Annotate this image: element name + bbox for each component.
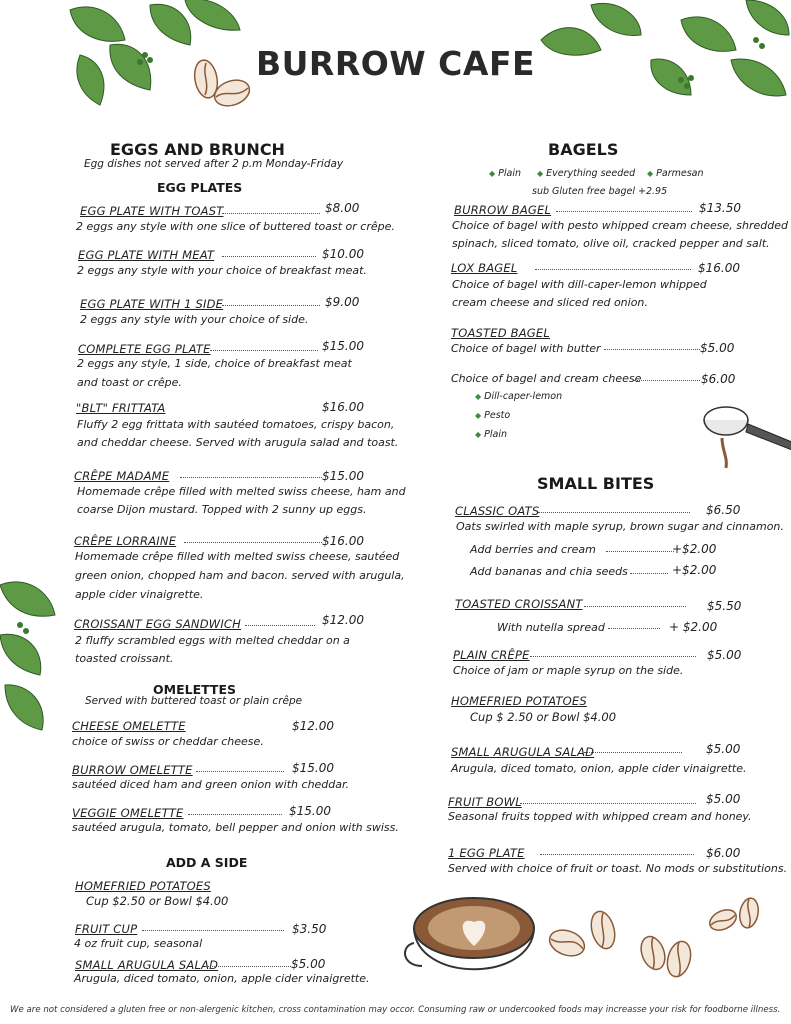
menu-item-price: $12.00 (292, 719, 334, 733)
menu-item-name: EGG PLATE WITH 1 SIDE (80, 297, 224, 311)
menu-item-price: $5.00 (707, 648, 742, 662)
menu-item-desc: Fluffy 2 egg frittata with sautéed tomatoes, crispy bacon, (77, 418, 395, 431)
menu-item-name: FRUIT BOWL (448, 795, 522, 809)
egg-plates-heading: EGG PLATES (157, 180, 243, 195)
menu-item-desc: sautéed arugula, tomato, bell pepper and onion with swiss. (72, 821, 399, 834)
menu-item-name: TOASTED CROISSANT (455, 597, 583, 611)
menu-item-price: $15.00 (322, 469, 364, 483)
menu-item-price: $15.00 (289, 804, 331, 818)
menu-item-name: SMALL ARUGULA SALAD (75, 958, 219, 972)
diamond-bullet-icon: ◆ (475, 392, 482, 401)
menu-item-price: $15.00 (322, 339, 364, 353)
footer-disclaimer: We are not considered a gluten free or non-alergenic kitchen, cross contamination may occor. Consuming raw or undercooked foods may increasse your risk for foodborne illness. (10, 1005, 781, 1015)
menu-item-desc: toasted croissant. (75, 652, 174, 665)
menu-item-price: $8.00 (325, 201, 360, 215)
menu-item-desc: Choice of jam or maple syrup on the side. (453, 664, 684, 677)
menu-item-name: BURROW BAGEL (454, 203, 552, 217)
menu-item-name: FRUIT CUP (75, 922, 138, 936)
bites-heading: SMALL BITES (537, 474, 655, 493)
menu-item-price: $16.00 (698, 261, 740, 275)
coffee-bean-icon (633, 925, 703, 995)
menu-item-price: $9.00 (325, 295, 360, 309)
menu-item-name: COMPLETE EGG PLATE (78, 342, 211, 356)
menu-item-desc: and cheddar cheese. Served with arugula salad and toast. (77, 436, 399, 449)
spread-option: ◆ Plain (475, 429, 508, 440)
menu-item-price: $10.00 (322, 247, 364, 261)
leaf-branch-icon (0, 575, 62, 735)
side-heading: ADD A SIDE (166, 855, 248, 870)
menu-item-desc: and toast or crêpe. (77, 376, 182, 389)
menu-item-desc: Homemade crêpe filled with melted swiss cheese, sautéed (75, 550, 400, 563)
menu-item-name: LOX BAGEL (451, 261, 518, 275)
menu-item-desc: Choice of bagel with butter (451, 342, 601, 355)
menu-item-price: $12.00 (322, 613, 364, 627)
espresso-portafilter-icon (700, 400, 791, 470)
menu-item-name: HOMEFRIED POTATOES (451, 694, 587, 708)
menu-item-price: $5.50 (707, 599, 742, 613)
menu-item-name: BURROW OMELETTE (72, 763, 193, 777)
bagel-option: ◆ Plain (489, 168, 522, 179)
menu-item-desc: Choice of bagel and cream cheese (451, 372, 642, 385)
menu-item-desc: Homemade crêpe filled with melted swiss cheese, ham and (77, 485, 406, 498)
menu-item-price: $5.00 (706, 792, 741, 806)
menu-item-name: CHEESE OMELETTE (72, 719, 186, 733)
menu-item-name: HOMEFRIED POTATOES (75, 879, 211, 893)
eggs-note: Egg dishes not served after 2 p.m Monday-Friday (84, 158, 344, 170)
menu-item-desc: Seasonal fruits topped with whipped cream and honey. (448, 810, 752, 823)
menu-item-desc: Choice of bagel with pesto whipped cream cheese, shredded (452, 219, 789, 232)
addon-label: With nutella spread (497, 621, 605, 634)
menu-item-name: SMALL ARUGULA SALAD (451, 745, 595, 759)
diamond-bullet-icon: ◆ (647, 169, 654, 178)
menu-item-name: CROISSANT EGG SANDWICH (74, 617, 242, 631)
menu-item-desc: 4 oz fruit cup, seasonal (74, 937, 203, 950)
menu-item-desc: Oats swirled with maple syrup, brown sugar and cinnamon. (456, 520, 784, 533)
menu-item-desc: green onion, chopped ham and bacon. served with arugula, (75, 569, 405, 582)
coffee-bean-icon (705, 895, 765, 940)
menu-item-desc: 2 fluffy scrambled eggs with melted cheddar on a (75, 634, 350, 647)
menu-item-desc: apple cider vinaigrette. (75, 588, 204, 601)
menu-item-price: $5.00 (700, 341, 735, 355)
menu-item-price: $5.00 (706, 742, 741, 756)
menu-item-name: CRÊPE LORRAINE (74, 534, 177, 548)
menu-item-price: $5.00 (291, 957, 326, 971)
menu-item-desc: Arugula, diced tomato, onion, apple cider vinaigrette. (451, 762, 747, 775)
gluten-note: sub Gluten free bagel +2.95 (532, 186, 668, 197)
menu-item-desc: coarse Dijon mustard. Topped with 2 sunny up eggs. (77, 503, 367, 516)
spread-option: ◆ Dill-caper-lemon (475, 391, 563, 402)
menu-item-name: 1 EGG PLATE (448, 846, 525, 860)
menu-item-desc: Cup $ 2.50 or Bowl $4.00 (470, 710, 617, 724)
menu-item-name: CRÊPE MADAME (74, 469, 170, 483)
menu-item-desc: sautéed diced ham and green onion with cheddar. (72, 778, 350, 791)
menu-item-name: CLASSIC OATS (455, 504, 540, 518)
menu-item-desc: 2 eggs any style with one slice of buttered toast or crêpe. (76, 220, 395, 233)
bagels-heading: BAGELS (548, 140, 619, 159)
diamond-bullet-icon: ◆ (489, 169, 496, 178)
eggs-heading: EGGS AND BRUNCH (110, 140, 285, 159)
menu-item-desc: Served with choice of fruit or toast. No mods or substitutions. (448, 862, 788, 875)
menu-item-name: "BLT" FRITTATA (76, 401, 166, 415)
addon-label: Add bananas and chia seeds (470, 565, 628, 578)
menu-item-desc: Cup $2.50 or Bowl $4.00 (86, 894, 229, 908)
menu-item-price: $6.00 (706, 846, 741, 860)
diamond-bullet-icon: ◆ (475, 430, 482, 439)
menu-item-desc: 2 eggs any style with your choice of side. (80, 313, 309, 326)
diamond-bullet-icon: ◆ (537, 169, 544, 178)
coffee-bean-icon (545, 905, 625, 975)
menu-item-name: TOASTED BAGEL (451, 326, 550, 340)
menu-item-desc: spinach, sliced tomato, olive oil, cracked pepper and salt. (452, 237, 770, 250)
menu-item-price: $16.00 (322, 400, 364, 414)
omelettes-note: Served with buttered toast or plain crêpe (85, 695, 303, 707)
bagel-option: ◆ Parmesan (647, 168, 704, 179)
menu-item-desc: 2 eggs any style with your choice of breakfast meat. (77, 264, 367, 277)
menu-item-name: PLAIN CRÊPE (453, 648, 530, 662)
page-title: BURROW CAFE (255, 44, 536, 83)
menu-item-price: $6.00 (701, 372, 736, 386)
menu-item-desc: cream cheese and sliced red onion. (452, 296, 648, 309)
menu-item-desc: Arugula, diced tomato, onion, apple cider vinaigrette. (74, 972, 370, 985)
menu-item-price: $3.50 (292, 922, 327, 936)
addon-price: + $2.00 (669, 620, 718, 634)
omelettes-heading: OMELETTES (153, 682, 236, 697)
menu-item-desc: choice of swiss or cheddar cheese. (72, 735, 264, 748)
menu-item-desc: Choice of bagel with dill-caper-lemon whipped (452, 278, 707, 291)
menu-item-name: VEGGIE OMELETTE (72, 806, 184, 820)
menu-item-name: EGG PLATE WITH TOAST (80, 204, 224, 218)
menu-item-price: $6.50 (706, 503, 741, 517)
diamond-bullet-icon: ◆ (475, 411, 482, 420)
menu-item-price: $13.50 (699, 201, 741, 215)
latte-cup-icon (404, 888, 554, 996)
addon-label: Add berries and cream (470, 543, 596, 556)
menu-item-name: EGG PLATE WITH MEAT (78, 248, 215, 262)
menu-item-desc: 2 eggs any style, 1 side, choice of breakfast meat (77, 357, 352, 370)
spread-option: ◆ Pesto (475, 410, 511, 421)
bagel-option: ◆ Everything seeded (537, 168, 636, 179)
addon-price: +$2.00 (672, 563, 717, 577)
addon-price: +$2.00 (672, 542, 717, 556)
menu-item-price: $16.00 (322, 534, 364, 548)
menu-item-price: $15.00 (292, 761, 334, 775)
